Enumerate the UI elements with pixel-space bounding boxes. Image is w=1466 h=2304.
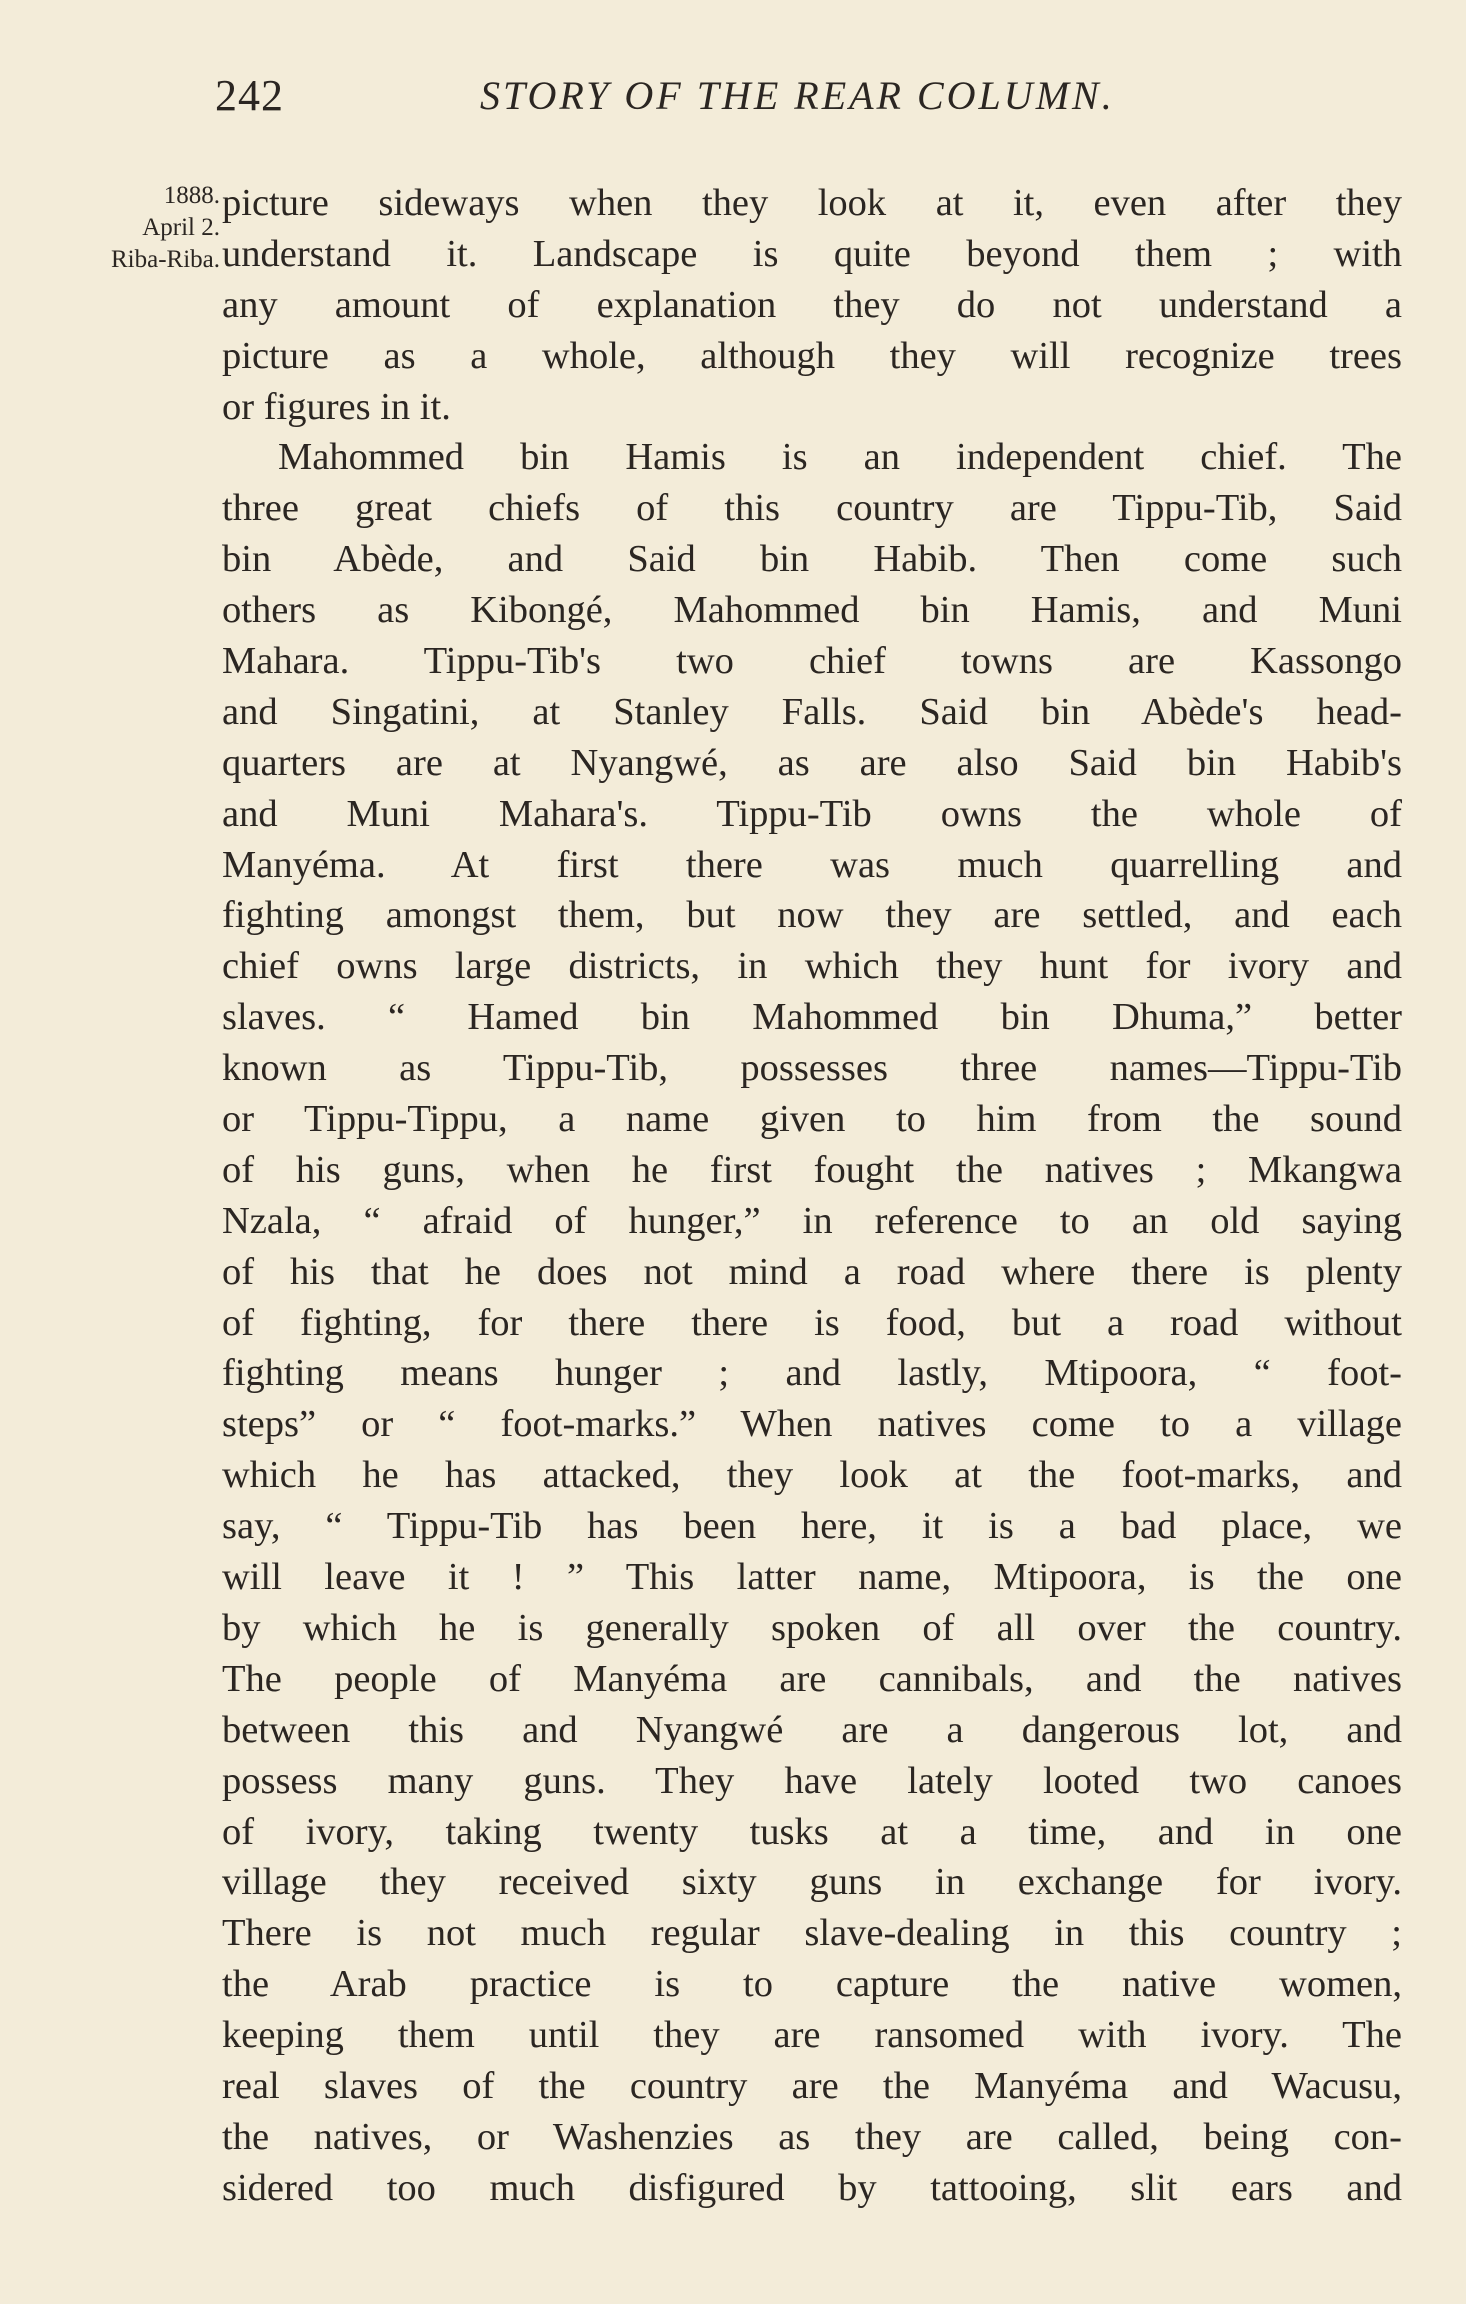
margin-place: Riba-Riba. — [110, 246, 220, 273]
text-line: sidered too much disfigured by tattooing, slit ears and — [222, 2166, 1402, 2209]
running-title: STORY OF THE REAR COLUMN. — [480, 73, 1115, 118]
text-line: real slaves of the country are the Manyéma and Wacusu, — [222, 2064, 1402, 2107]
text-line: chief owns large districts, in which they hunt for ivory and — [222, 945, 1402, 988]
text-line: of his that he does not mind a road where there is plenty — [222, 1250, 1402, 1293]
text-line: and Muni Mahara's. Tippu-Tib owns the whole of — [222, 792, 1402, 835]
text-line: understand it. Landscape is quite beyond them ; with — [222, 232, 1402, 275]
text-line: picture sideways when they look at it, even after they — [222, 182, 1402, 224]
text-line: quarters are at Nyangwé, as are also Said bin Habib's — [222, 741, 1402, 784]
text-line: the Arab practice is to capture the native women, — [222, 1963, 1402, 2006]
text-line: slaves. “ Hamed bin Mahommed bin Dhuma,” better — [222, 996, 1402, 1039]
text-line: or figures in it. — [222, 385, 451, 428]
text-line: fighting amongst them, but now they are settled, and each — [222, 894, 1402, 937]
page-header — [215, 70, 1405, 130]
text-line: picture as a whole, although they will recognize trees — [222, 334, 1402, 377]
text-line: Mahara. Tippu-Tib's two chief towns are Kassongo — [222, 640, 1402, 683]
text-line: and Singatini, at Stanley Falls. Said bin Abède's head- — [222, 690, 1402, 733]
text-line: of fighting, for there there is food, but a road without — [222, 1301, 1402, 1344]
margin-year: 1888. — [163, 182, 220, 209]
text-line: others as Kibongé, Mahommed bin Hamis, and Muni — [222, 589, 1402, 632]
text-line: There is not much regular slave-dealing in this country ; — [222, 1912, 1402, 1955]
text-line: of his guns, when he first fought the natives ; Mkangwa — [222, 1148, 1402, 1191]
text-line: fighting means hunger ; and lastly, Mtipoora, “ foot- — [222, 1352, 1402, 1395]
text-line: will leave it ! ” This latter name, Mtipoora, is the one — [222, 1556, 1402, 1599]
text-line: say, “ Tippu-Tib has been here, it is a bad place, we — [222, 1505, 1402, 1548]
text-line: any amount of explanation they do not understand a — [222, 283, 1402, 326]
margin-date: April 2. — [142, 214, 220, 241]
text-line: possess many guns. They have lately looted two canoes — [222, 1759, 1402, 1802]
text-line: between this and Nyangwé are a dangerous lot, and — [222, 1708, 1402, 1751]
page-number: 242 — [215, 71, 284, 120]
margin-note — [60, 180, 220, 276]
text-line: The people of Manyéma are cannibals, and the natives — [222, 1657, 1402, 1700]
text-line: by which he is generally spoken of all over the country. — [222, 1606, 1402, 1649]
text-line: Manyéma. At first there was much quarrelling and — [222, 843, 1402, 886]
text-line: or Tippu-Tippu, a name given to him from the sound — [222, 1098, 1402, 1141]
text-line: village they received sixty guns in exchange for ivory. — [222, 1861, 1402, 1904]
text-line: of ivory, taking twenty tusks at a time, and in one — [222, 1810, 1402, 1853]
text-line: known as Tippu-Tib, possesses three names—Tippu-Tib — [222, 1047, 1402, 1090]
text-line: Nzala, “ afraid of hunger,” in reference to an old saying — [222, 1199, 1402, 1242]
text-line: the natives, or Washenzies as they are called, being con- — [222, 2115, 1402, 2158]
text-line: keeping them until they are ransomed with ivory. The — [222, 2014, 1402, 2057]
text-line: bin Abède, and Said bin Habib. Then come such — [222, 538, 1402, 581]
text-line: which he has attacked, they look at the foot-marks, and — [222, 1454, 1402, 1497]
text-line: three great chiefs of this country are Tippu-Tib, Said — [222, 487, 1402, 530]
body-text — [222, 178, 1402, 2214]
text-line: steps” or “ foot-marks.” When natives come to a village — [222, 1403, 1402, 1446]
text-line: Mahommed bin Hamis is an independent chief. The — [278, 436, 1402, 479]
